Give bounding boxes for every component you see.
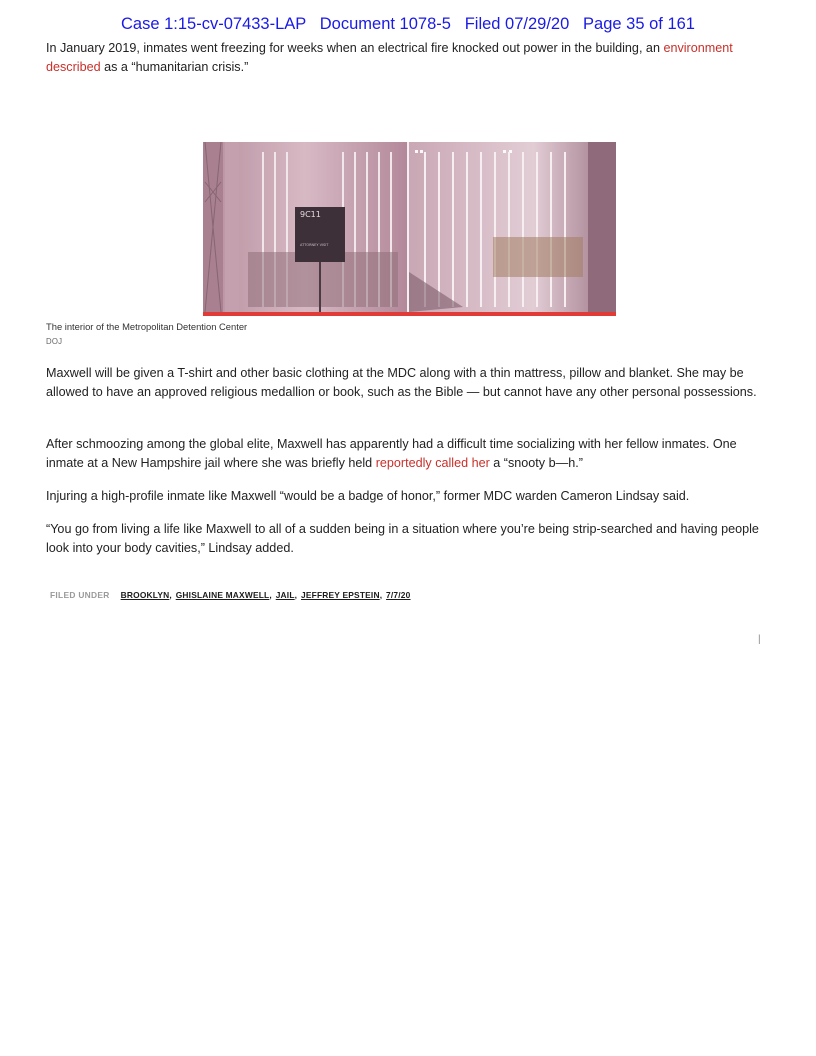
reportedly-called-her-link[interactable]: reportedly called her xyxy=(375,455,490,470)
paragraph-text: In January 2019, inmates went freezing for weeks when an electrical fire knocked out power in the building, an xyxy=(46,41,664,55)
tag-date[interactable]: 7/7/20 xyxy=(386,590,411,600)
document-number: Document 1078-5 xyxy=(319,15,451,33)
mdc-interior-photo xyxy=(203,142,616,312)
page-number: Page 35 of 161 xyxy=(583,15,695,33)
paragraph-text: a “snooty b—h.” xyxy=(489,455,583,470)
tag-jeffrey-epstein[interactable]: JEFFREY EPSTEIN xyxy=(300,590,380,600)
paragraph-text: After schmoozing among the global elite, Maxwell has apparently had a difficult time socializing with her fellow inmates. One inmate at a New Hampshire jail where she was briefly held xyxy=(46,437,737,470)
case-number: Case 1:15-cv-07433-LAP xyxy=(121,15,306,33)
footer-divider: | xyxy=(758,634,761,645)
tag-brooklyn[interactable]: BROOKLYN xyxy=(120,590,170,600)
filed-under-label: FILED UNDER xyxy=(50,590,110,600)
cell-sign-small-text: ATTORNEY VISIT xyxy=(300,243,329,247)
tag-separator: , xyxy=(379,590,383,600)
tag-separator: , xyxy=(169,590,172,600)
paragraph-lindsay-quote: “You go from living a life like Maxwell to all of a sudden being in a situation where you’re being strip-searched and having people look into your body cavities,” Lindsay added. xyxy=(46,522,759,555)
tag-ghislaine-maxwell[interactable]: GHISLAINE MAXWELL xyxy=(175,590,270,600)
tag-separator: , xyxy=(269,590,272,600)
paragraph-clothing: Maxwell will be given a T-shirt and other basic clothing at the MDC along with a thin mattress, pillow and blanket. She may be allowed to have an approved religious medallion or book, such as the Bible — but cannot have any other personal possessions. xyxy=(46,366,757,399)
photo-illustration xyxy=(203,142,616,312)
paragraph-badge-of-honor: Injuring a high-profile inmate like Maxwell “would be a badge of honor,” former MDC warden Cameron Lindsay said. xyxy=(46,489,690,503)
filed-under-tags xyxy=(50,590,411,600)
case-header xyxy=(0,15,816,34)
tag-separator: , xyxy=(294,590,297,600)
filed-date: Filed 07/29/20 xyxy=(464,15,570,33)
paragraph-power-outage xyxy=(46,39,776,76)
photo-accent-bar xyxy=(203,312,616,316)
environment-described-link[interactable]: environment described xyxy=(46,41,733,74)
paragraph-text: as a “humanitarian crisis.” xyxy=(100,59,249,74)
photo-credit: DOJ xyxy=(46,337,63,346)
paragraph-socializing xyxy=(46,435,776,472)
tag-jail[interactable]: JAIL xyxy=(275,590,295,600)
photo-caption: The interior of the Metropolitan Detention Center xyxy=(46,321,248,332)
cell-sign-label: 9C11 xyxy=(300,210,321,219)
